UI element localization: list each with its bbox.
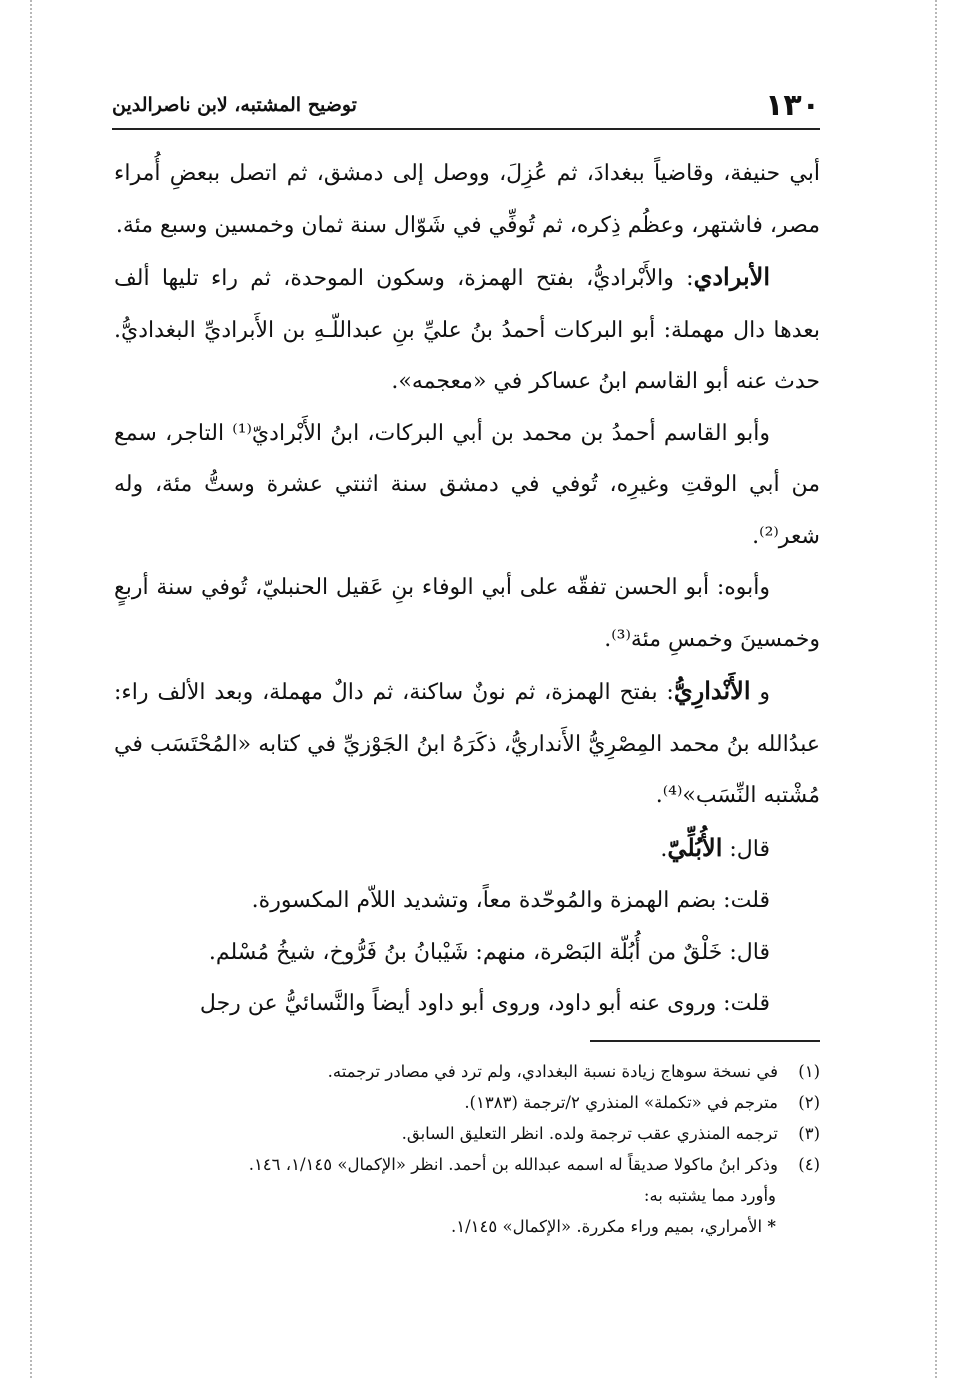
paragraph-father: وأبوه: أبو الحسن تفقّه على أبي الوفاء بنِ عَقيل الحنبليّ، تُوفي سنة أربعٍ وخمسينَ وخمسِ مئة⁽³⁾. [114, 575, 820, 652]
label-qala: قال: [729, 836, 770, 862]
footnote-4-continuation: وأورد مما يشتبه به: [643, 1186, 776, 1205]
entry-text-abradi: : والأَبْراديُّ، بفتح الهمزة، وسكون الموحدة، ثم راء تليها ألف بعدها دال مهملة: أبو البركات أحمدُ بنُ عليِّ بنِ عبداللّـهِ بن الأَبراديِّ البغداديُّ. حدث عنه أبو القاسم ابنُ عساكر في «معجمه». [114, 266, 820, 394]
footnote-text: وذكر ابنُ ماكولا صديقاً له اسمه عبدالله بن أحمد. انظر «الإكمال» ١/١٤٥، ١٤٦. [248, 1155, 778, 1174]
footnote-number: (٣) [798, 1124, 820, 1143]
footnote-text: مترجم في «تكملة» المنذري ٢/ترجمة (١٣٨٣). [464, 1093, 778, 1112]
footnote-number: (٤) [798, 1155, 820, 1174]
entry-end-ubulli: . [660, 836, 668, 862]
right-edge-dots [935, 0, 937, 1378]
footnote-4 [112, 1149, 820, 1180]
paragraph-andari [114, 665, 820, 822]
footnote-2 [112, 1087, 820, 1118]
page-number: ١٣٠ [765, 88, 820, 123]
paragraph-qultu-1: قلت: بضم الهمزة والمُوحّدة معاً، وتشديد اللاّم المكسورة. [251, 888, 770, 913]
left-edge-dots [30, 0, 32, 1378]
footnote-1 [112, 1056, 820, 1087]
entry-word-ubulli: الأُبُلِّيّ [667, 832, 723, 862]
running-title: توضيح المشتبه، لابن ناصرالدين [112, 94, 357, 116]
main-text [114, 148, 820, 1030]
footnote-4-star-text: الأمراري، بميم وراء مكررة. «الإكمال» ١/١٤٥. [451, 1217, 763, 1236]
paragraph-abu-alqasim: وأبو القاسم أحمدُ بن محمد بن أبي البركات، ابنُ الأَبْراديّ⁽¹⁾ التاجر، سمع من أبي الوقتِ وغيرِه، تُوفي في دمشق سنة اثنتي عشرة وستُّ مئة، وله شعر⁽²⁾. [114, 420, 820, 549]
star-marker: * [767, 1217, 776, 1236]
entry-prefix-andari: و [759, 680, 770, 705]
footnote-number: (٢) [798, 1093, 820, 1112]
footnotes [112, 1056, 820, 1242]
footnote-number: (١) [798, 1062, 820, 1081]
entry-word-abradi: الأبرادي [693, 262, 770, 291]
paragraph-1: أبي حنيفة، وقاضياً ببغدادَ، ثم عُزِلَ، ووصل إلى دمشق، ثم اتصل ببعضِ أُمراء مصر، فاشتهر، وعظُم ذِكره، ثم تُوفِّي في شَوّال سنة ثمان وخمسين وسبع مئة. [114, 161, 820, 238]
footnote-divider [590, 1040, 820, 1042]
entry-word-andari: الأَنْدارِيُّ [673, 676, 751, 705]
footnote-4-star-line [112, 1211, 820, 1242]
paragraph-qala-2: قال: خَلْقٌ من أُبُلّة البَصْرة، منهم: شَيْبانُ بنُ فَرُّوخ، شيخُ مُسْلم. [208, 939, 770, 965]
footnote-3 [112, 1118, 820, 1149]
footnote-text: في نسخة سوهاج زيادة نسبة البغدادي، ولم ترد في مصادر ترجمته. [327, 1062, 778, 1081]
page-header [112, 86, 820, 130]
paragraph-abradi [114, 251, 820, 408]
footnote-text: ترجمه المنذري عقب ترجمة ولده. انظر التعليق السابق. [401, 1124, 778, 1143]
paragraph-qultu-2: قلت: وروى عنه أبو داود، وروى أبو داود أيضاً والنَّسائيُّ عن رجل [199, 991, 770, 1016]
entry-text-andari: : بفتح الهمزة، ثم نونٌ ساكنة، ثم دالٌ مهملة، وبعد الألف راء: عبدُالله بنُ محمد المِصْرِيُّ الأَنداريُّ، ذكَرَهُ ابنُ الجَوْزيِّ في كتابه «المُحْتَسَب في مُشْتبه النِّسَب»⁽⁴⁾. [114, 680, 820, 808]
paragraph-ubulli [114, 822, 820, 876]
